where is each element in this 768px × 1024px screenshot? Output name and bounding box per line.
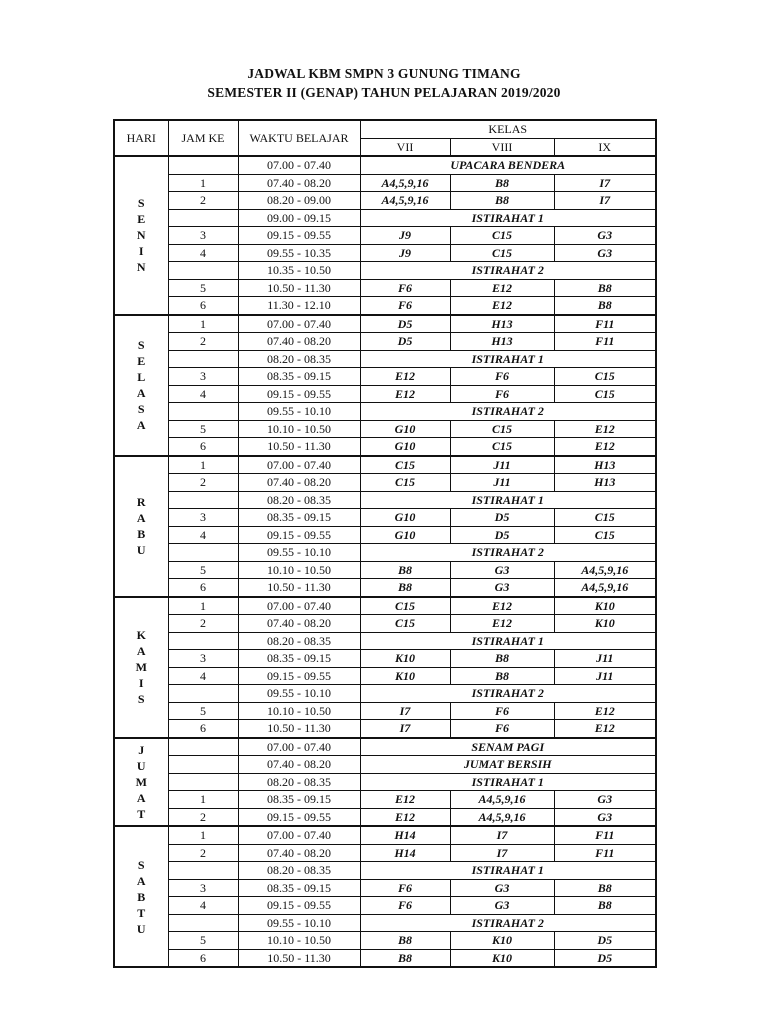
time-cell: 10.50 - 11.30 bbox=[238, 720, 360, 738]
class-vii-cell: F6 bbox=[360, 279, 450, 297]
event-cell: ISTIRAHAT 2 bbox=[360, 914, 656, 932]
time-cell: 10.35 - 10.50 bbox=[238, 262, 360, 280]
header-class-viii: VIII bbox=[450, 138, 554, 156]
jam-ke-cell: 2 bbox=[168, 333, 238, 351]
document-subtitle: SEMESTER II (GENAP) TAHUN PELAJARAN 2019/2020 bbox=[207, 85, 561, 100]
event-cell: ISTIRAHAT 2 bbox=[360, 403, 656, 421]
jam-ke-cell bbox=[168, 209, 238, 227]
class-vii-cell: I7 bbox=[360, 720, 450, 738]
class-vii-cell: G10 bbox=[360, 438, 450, 456]
event-cell: ISTIRAHAT 1 bbox=[360, 773, 656, 791]
class-ix-cell: K10 bbox=[554, 597, 656, 615]
time-cell: 07.40 - 08.20 bbox=[238, 756, 360, 774]
time-cell: 08.35 - 09.15 bbox=[238, 368, 360, 386]
table-row bbox=[114, 914, 656, 932]
time-cell: 10.10 - 10.50 bbox=[238, 932, 360, 950]
class-vii-cell: G10 bbox=[360, 526, 450, 544]
table-row bbox=[114, 615, 656, 633]
table-row bbox=[114, 420, 656, 438]
time-cell: 08.20 - 08.35 bbox=[238, 350, 360, 368]
table-row bbox=[114, 773, 656, 791]
day-letter: U bbox=[136, 921, 146, 936]
class-viii-cell: F6 bbox=[450, 385, 554, 403]
table-row bbox=[114, 385, 656, 403]
table-row bbox=[114, 949, 656, 967]
table-row bbox=[114, 561, 656, 579]
day-label bbox=[114, 597, 168, 738]
day-letter: R bbox=[136, 495, 146, 509]
class-viii-cell: K10 bbox=[450, 949, 554, 967]
class-vii-cell: K10 bbox=[360, 667, 450, 685]
day-letter: U bbox=[136, 758, 146, 773]
class-ix-cell: H13 bbox=[554, 474, 656, 492]
jam-ke-cell bbox=[168, 862, 238, 880]
day-letter: E bbox=[137, 212, 146, 227]
day-letter: U bbox=[136, 543, 146, 557]
class-viii-cell: G3 bbox=[450, 879, 554, 897]
day-letter: A bbox=[136, 386, 146, 400]
header-class-ix: IX bbox=[554, 138, 656, 156]
time-cell: 09.55 - 10.10 bbox=[238, 914, 360, 932]
time-cell: 10.10 - 10.50 bbox=[238, 702, 360, 720]
day-letter: B bbox=[137, 889, 146, 904]
class-viii-cell: G3 bbox=[450, 579, 554, 597]
time-cell: 09.15 - 09.55 bbox=[238, 526, 360, 544]
time-cell: 10.50 - 11.30 bbox=[238, 279, 360, 297]
day-letter: S bbox=[137, 338, 145, 352]
day-letter: I bbox=[138, 676, 144, 690]
table-row bbox=[114, 227, 656, 245]
time-cell: 07.00 - 07.40 bbox=[238, 456, 360, 474]
time-cell: 09.55 - 10.10 bbox=[238, 685, 360, 703]
table-row bbox=[114, 174, 656, 192]
time-cell: 07.40 - 08.20 bbox=[238, 174, 360, 192]
class-viii-cell: A4,5,9,16 bbox=[450, 808, 554, 826]
event-cell: ISTIRAHAT 2 bbox=[360, 544, 656, 562]
class-ix-cell: G3 bbox=[554, 227, 656, 245]
header-class-vii: VII bbox=[360, 138, 450, 156]
table-row bbox=[114, 650, 656, 668]
time-cell: 10.50 - 11.30 bbox=[238, 579, 360, 597]
table-row bbox=[114, 509, 656, 527]
table-row bbox=[114, 209, 656, 227]
class-ix-cell: G3 bbox=[554, 808, 656, 826]
class-ix-cell: F11 bbox=[554, 315, 656, 333]
class-vii-cell: F6 bbox=[360, 879, 450, 897]
class-ix-cell: C15 bbox=[554, 368, 656, 386]
class-ix-cell: B8 bbox=[554, 279, 656, 297]
time-cell: 09.55 - 10.35 bbox=[238, 244, 360, 262]
jam-ke-cell bbox=[168, 491, 238, 509]
jam-ke-cell: 1 bbox=[168, 315, 238, 333]
jam-ke-cell bbox=[168, 914, 238, 932]
time-cell: 08.20 - 08.35 bbox=[238, 862, 360, 880]
table-row bbox=[114, 932, 656, 950]
day-letter: I bbox=[138, 244, 144, 259]
day-letter: T bbox=[137, 905, 146, 920]
class-ix-cell: A4,5,9,16 bbox=[554, 579, 656, 597]
class-vii-cell: E12 bbox=[360, 808, 450, 826]
table-row bbox=[114, 791, 656, 809]
class-ix-cell: B8 bbox=[554, 879, 656, 897]
class-vii-cell: J9 bbox=[360, 244, 450, 262]
class-ix-cell: B8 bbox=[554, 297, 656, 315]
time-cell: 09.15 - 09.55 bbox=[238, 808, 360, 826]
jam-ke-cell: 2 bbox=[168, 844, 238, 862]
schedule-table bbox=[113, 119, 657, 968]
jam-ke-cell bbox=[168, 685, 238, 703]
time-cell: 08.20 - 09.00 bbox=[238, 192, 360, 210]
class-viii-cell: F6 bbox=[450, 702, 554, 720]
event-cell: ISTIRAHAT 2 bbox=[360, 685, 656, 703]
table-row bbox=[114, 474, 656, 492]
event-cell: JUMAT BERSIH bbox=[360, 756, 656, 774]
table-row bbox=[114, 456, 656, 474]
class-viii-cell: J11 bbox=[450, 474, 554, 492]
class-viii-cell: B8 bbox=[450, 174, 554, 192]
class-viii-cell: I7 bbox=[450, 826, 554, 844]
table-row bbox=[114, 279, 656, 297]
time-cell: 10.50 - 11.30 bbox=[238, 949, 360, 967]
day-letter: A bbox=[136, 511, 146, 525]
class-vii-cell: J9 bbox=[360, 227, 450, 245]
class-vii-cell: H14 bbox=[360, 844, 450, 862]
time-cell: 09.55 - 10.10 bbox=[238, 403, 360, 421]
class-vii-cell: C15 bbox=[360, 597, 450, 615]
table-row bbox=[114, 350, 656, 368]
jam-ke-cell: 1 bbox=[168, 597, 238, 615]
jam-ke-cell: 6 bbox=[168, 579, 238, 597]
table-row bbox=[114, 526, 656, 544]
event-cell: ISTIRAHAT 2 bbox=[360, 262, 656, 280]
class-vii-cell: G10 bbox=[360, 420, 450, 438]
class-ix-cell: G3 bbox=[554, 791, 656, 809]
jam-ke-cell: 2 bbox=[168, 474, 238, 492]
time-cell: 10.10 - 10.50 bbox=[238, 561, 360, 579]
class-ix-cell: J11 bbox=[554, 650, 656, 668]
class-vii-cell: E12 bbox=[360, 368, 450, 386]
event-cell: ISTIRAHAT 1 bbox=[360, 632, 656, 650]
class-viii-cell: C15 bbox=[450, 227, 554, 245]
header-kelas: KELAS bbox=[360, 120, 656, 138]
jam-ke-cell bbox=[168, 403, 238, 421]
class-viii-cell: J11 bbox=[450, 456, 554, 474]
time-cell: 11.30 - 12.10 bbox=[238, 297, 360, 315]
table-row bbox=[114, 720, 656, 738]
day-letter: N bbox=[136, 260, 146, 275]
class-ix-cell: K10 bbox=[554, 615, 656, 633]
class-vii-cell: D5 bbox=[360, 333, 450, 351]
class-viii-cell: G3 bbox=[450, 561, 554, 579]
header-row-1 bbox=[114, 120, 656, 138]
day-letter: N bbox=[136, 228, 146, 243]
jam-ke-cell: 2 bbox=[168, 615, 238, 633]
class-ix-cell: F11 bbox=[554, 844, 656, 862]
table-row bbox=[114, 897, 656, 915]
class-vii-cell: C15 bbox=[360, 474, 450, 492]
jam-ke-cell: 1 bbox=[168, 456, 238, 474]
class-vii-cell: A4,5,9,16 bbox=[360, 174, 450, 192]
event-cell: ISTIRAHAT 1 bbox=[360, 491, 656, 509]
jam-ke-cell: 5 bbox=[168, 561, 238, 579]
class-viii-cell: G3 bbox=[450, 897, 554, 915]
table-row bbox=[114, 156, 656, 174]
time-cell: 10.10 - 10.50 bbox=[238, 420, 360, 438]
jam-ke-cell: 1 bbox=[168, 791, 238, 809]
table-row bbox=[114, 297, 656, 315]
table-row bbox=[114, 632, 656, 650]
class-vii-cell: F6 bbox=[360, 297, 450, 315]
class-ix-cell: J11 bbox=[554, 667, 656, 685]
table-row bbox=[114, 579, 656, 597]
day-letter: L bbox=[137, 370, 146, 384]
jam-ke-cell: 3 bbox=[168, 879, 238, 897]
time-cell: 07.00 - 07.40 bbox=[238, 826, 360, 844]
time-cell: 09.00 - 09.15 bbox=[238, 209, 360, 227]
table-row bbox=[114, 333, 656, 351]
jam-ke-cell bbox=[168, 756, 238, 774]
time-cell: 07.00 - 07.40 bbox=[238, 315, 360, 333]
jam-ke-cell: 5 bbox=[168, 702, 238, 720]
class-vii-cell: G10 bbox=[360, 509, 450, 527]
class-ix-cell: E12 bbox=[554, 438, 656, 456]
class-vii-cell: E12 bbox=[360, 385, 450, 403]
event-cell: UPACARA BENDERA bbox=[360, 156, 656, 174]
day-letter: K bbox=[136, 628, 146, 642]
time-cell: 09.15 - 09.55 bbox=[238, 385, 360, 403]
day-letter: M bbox=[135, 774, 147, 789]
class-viii-cell: A4,5,9,16 bbox=[450, 791, 554, 809]
jam-ke-cell: 4 bbox=[168, 667, 238, 685]
time-cell: 07.40 - 08.20 bbox=[238, 844, 360, 862]
header-waktu-belajar: WAKTU BELAJAR bbox=[238, 120, 360, 156]
table-row bbox=[114, 808, 656, 826]
header-jam-ke: JAM KE bbox=[168, 120, 238, 156]
time-cell: 08.35 - 09.15 bbox=[238, 650, 360, 668]
class-vii-cell: C15 bbox=[360, 456, 450, 474]
day-letter: S bbox=[137, 196, 145, 211]
class-ix-cell: C15 bbox=[554, 526, 656, 544]
class-ix-cell: F11 bbox=[554, 826, 656, 844]
time-cell: 08.20 - 08.35 bbox=[238, 632, 360, 650]
class-vii-cell: E12 bbox=[360, 791, 450, 809]
jam-ke-cell bbox=[168, 544, 238, 562]
schedule-body bbox=[114, 156, 656, 967]
class-viii-cell: B8 bbox=[450, 667, 554, 685]
jam-ke-cell bbox=[168, 738, 238, 756]
class-viii-cell: E12 bbox=[450, 597, 554, 615]
jam-ke-cell: 2 bbox=[168, 808, 238, 826]
jam-ke-cell bbox=[168, 350, 238, 368]
class-ix-cell: A4,5,9,16 bbox=[554, 561, 656, 579]
class-viii-cell: D5 bbox=[450, 526, 554, 544]
time-cell: 07.00 - 07.40 bbox=[238, 156, 360, 174]
time-cell: 09.55 - 10.10 bbox=[238, 544, 360, 562]
class-viii-cell: E12 bbox=[450, 615, 554, 633]
class-ix-cell: D5 bbox=[554, 932, 656, 950]
class-vii-cell: I7 bbox=[360, 702, 450, 720]
jam-ke-cell: 6 bbox=[168, 438, 238, 456]
jam-ke-cell: 3 bbox=[168, 509, 238, 527]
class-vii-cell: K10 bbox=[360, 650, 450, 668]
class-ix-cell: I7 bbox=[554, 192, 656, 210]
jam-ke-cell: 1 bbox=[168, 174, 238, 192]
time-cell: 07.40 - 08.20 bbox=[238, 615, 360, 633]
jam-ke-cell: 5 bbox=[168, 420, 238, 438]
class-ix-cell: F11 bbox=[554, 333, 656, 351]
class-viii-cell: B8 bbox=[450, 192, 554, 210]
table-row bbox=[114, 597, 656, 615]
time-cell: 10.50 - 11.30 bbox=[238, 438, 360, 456]
table-row bbox=[114, 368, 656, 386]
class-vii-cell: B8 bbox=[360, 579, 450, 597]
class-ix-cell: C15 bbox=[554, 509, 656, 527]
jam-ke-cell: 2 bbox=[168, 192, 238, 210]
day-letter: J bbox=[138, 742, 145, 757]
day-letter: A bbox=[136, 644, 146, 658]
table-row bbox=[114, 879, 656, 897]
class-viii-cell: C15 bbox=[450, 420, 554, 438]
time-cell: 09.15 - 09.55 bbox=[238, 667, 360, 685]
jam-ke-cell: 4 bbox=[168, 244, 238, 262]
day-letter: T bbox=[137, 806, 146, 821]
class-vii-cell: D5 bbox=[360, 315, 450, 333]
class-viii-cell: D5 bbox=[450, 509, 554, 527]
day-letter: S bbox=[137, 692, 145, 706]
jam-ke-cell: 6 bbox=[168, 949, 238, 967]
class-ix-cell: E12 bbox=[554, 702, 656, 720]
jam-ke-cell: 3 bbox=[168, 650, 238, 668]
class-ix-cell: H13 bbox=[554, 456, 656, 474]
table-row bbox=[114, 685, 656, 703]
class-viii-cell: E12 bbox=[450, 297, 554, 315]
class-vii-cell: C15 bbox=[360, 615, 450, 633]
class-viii-cell: C15 bbox=[450, 244, 554, 262]
time-cell: 07.40 - 08.20 bbox=[238, 474, 360, 492]
day-letter: M bbox=[135, 660, 147, 674]
class-viii-cell: H13 bbox=[450, 315, 554, 333]
class-ix-cell: E12 bbox=[554, 720, 656, 738]
document-title: JADWAL KBM SMPN 3 GUNUNG TIMANG bbox=[247, 66, 521, 81]
table-row bbox=[114, 756, 656, 774]
jam-ke-cell bbox=[168, 632, 238, 650]
class-vii-cell: B8 bbox=[360, 949, 450, 967]
event-cell: ISTIRAHAT 1 bbox=[360, 209, 656, 227]
table-row bbox=[114, 862, 656, 880]
jam-ke-cell bbox=[168, 262, 238, 280]
day-label bbox=[114, 738, 168, 827]
class-vii-cell: B8 bbox=[360, 561, 450, 579]
class-vii-cell: A4,5,9,16 bbox=[360, 192, 450, 210]
table-row bbox=[114, 491, 656, 509]
jam-ke-cell: 3 bbox=[168, 368, 238, 386]
jam-ke-cell: 3 bbox=[168, 227, 238, 245]
day-letter: S bbox=[137, 857, 145, 872]
class-viii-cell: C15 bbox=[450, 438, 554, 456]
jam-ke-cell: 4 bbox=[168, 526, 238, 544]
table-row bbox=[114, 438, 656, 456]
jam-ke-cell: 4 bbox=[168, 897, 238, 915]
day-letter: A bbox=[136, 790, 146, 805]
jam-ke-cell: 4 bbox=[168, 385, 238, 403]
time-cell: 08.35 - 09.15 bbox=[238, 791, 360, 809]
day-letter: A bbox=[136, 873, 146, 888]
jam-ke-cell bbox=[168, 156, 238, 174]
jam-ke-cell: 5 bbox=[168, 932, 238, 950]
day-letter: B bbox=[137, 527, 146, 541]
class-vii-cell: H14 bbox=[360, 826, 450, 844]
event-cell: ISTIRAHAT 1 bbox=[360, 862, 656, 880]
jam-ke-cell bbox=[168, 773, 238, 791]
header-hari: HARI bbox=[114, 120, 168, 156]
table-row bbox=[114, 244, 656, 262]
table-row bbox=[114, 262, 656, 280]
class-vii-cell: B8 bbox=[360, 932, 450, 950]
time-cell: 07.40 - 08.20 bbox=[238, 333, 360, 351]
table-row bbox=[114, 844, 656, 862]
table-row bbox=[114, 738, 656, 756]
class-viii-cell: I7 bbox=[450, 844, 554, 862]
table-row bbox=[114, 702, 656, 720]
day-letter: S bbox=[137, 402, 145, 416]
table-row bbox=[114, 667, 656, 685]
class-viii-cell: H13 bbox=[450, 333, 554, 351]
day-letter: E bbox=[137, 354, 146, 368]
time-cell: 08.20 - 08.35 bbox=[238, 773, 360, 791]
day-letter: A bbox=[136, 418, 146, 432]
jam-ke-cell: 6 bbox=[168, 297, 238, 315]
table-row bbox=[114, 826, 656, 844]
class-viii-cell: B8 bbox=[450, 650, 554, 668]
class-ix-cell: D5 bbox=[554, 949, 656, 967]
class-ix-cell: E12 bbox=[554, 420, 656, 438]
time-cell: 07.00 - 07.40 bbox=[238, 738, 360, 756]
table-row bbox=[114, 403, 656, 421]
time-cell: 09.15 - 09.55 bbox=[238, 897, 360, 915]
class-viii-cell: F6 bbox=[450, 720, 554, 738]
class-ix-cell: G3 bbox=[554, 244, 656, 262]
day-label bbox=[114, 456, 168, 597]
class-viii-cell: F6 bbox=[450, 368, 554, 386]
table-row bbox=[114, 192, 656, 210]
day-label bbox=[114, 315, 168, 456]
class-viii-cell: E12 bbox=[450, 279, 554, 297]
jam-ke-cell: 5 bbox=[168, 279, 238, 297]
jam-ke-cell: 1 bbox=[168, 826, 238, 844]
class-ix-cell: B8 bbox=[554, 897, 656, 915]
class-vii-cell: F6 bbox=[360, 897, 450, 915]
class-ix-cell: C15 bbox=[554, 385, 656, 403]
time-cell: 09.15 - 09.55 bbox=[238, 227, 360, 245]
time-cell: 07.00 - 07.40 bbox=[238, 597, 360, 615]
table-row bbox=[114, 544, 656, 562]
class-viii-cell: K10 bbox=[450, 932, 554, 950]
time-cell: 08.35 - 09.15 bbox=[238, 509, 360, 527]
day-label bbox=[114, 826, 168, 967]
event-cell: SENAM PAGI bbox=[360, 738, 656, 756]
day-label bbox=[114, 156, 168, 315]
event-cell: ISTIRAHAT 1 bbox=[360, 350, 656, 368]
table-row bbox=[114, 315, 656, 333]
class-ix-cell: I7 bbox=[554, 174, 656, 192]
time-cell: 08.20 - 08.35 bbox=[238, 491, 360, 509]
time-cell: 08.35 - 09.15 bbox=[238, 879, 360, 897]
jam-ke-cell: 6 bbox=[168, 720, 238, 738]
